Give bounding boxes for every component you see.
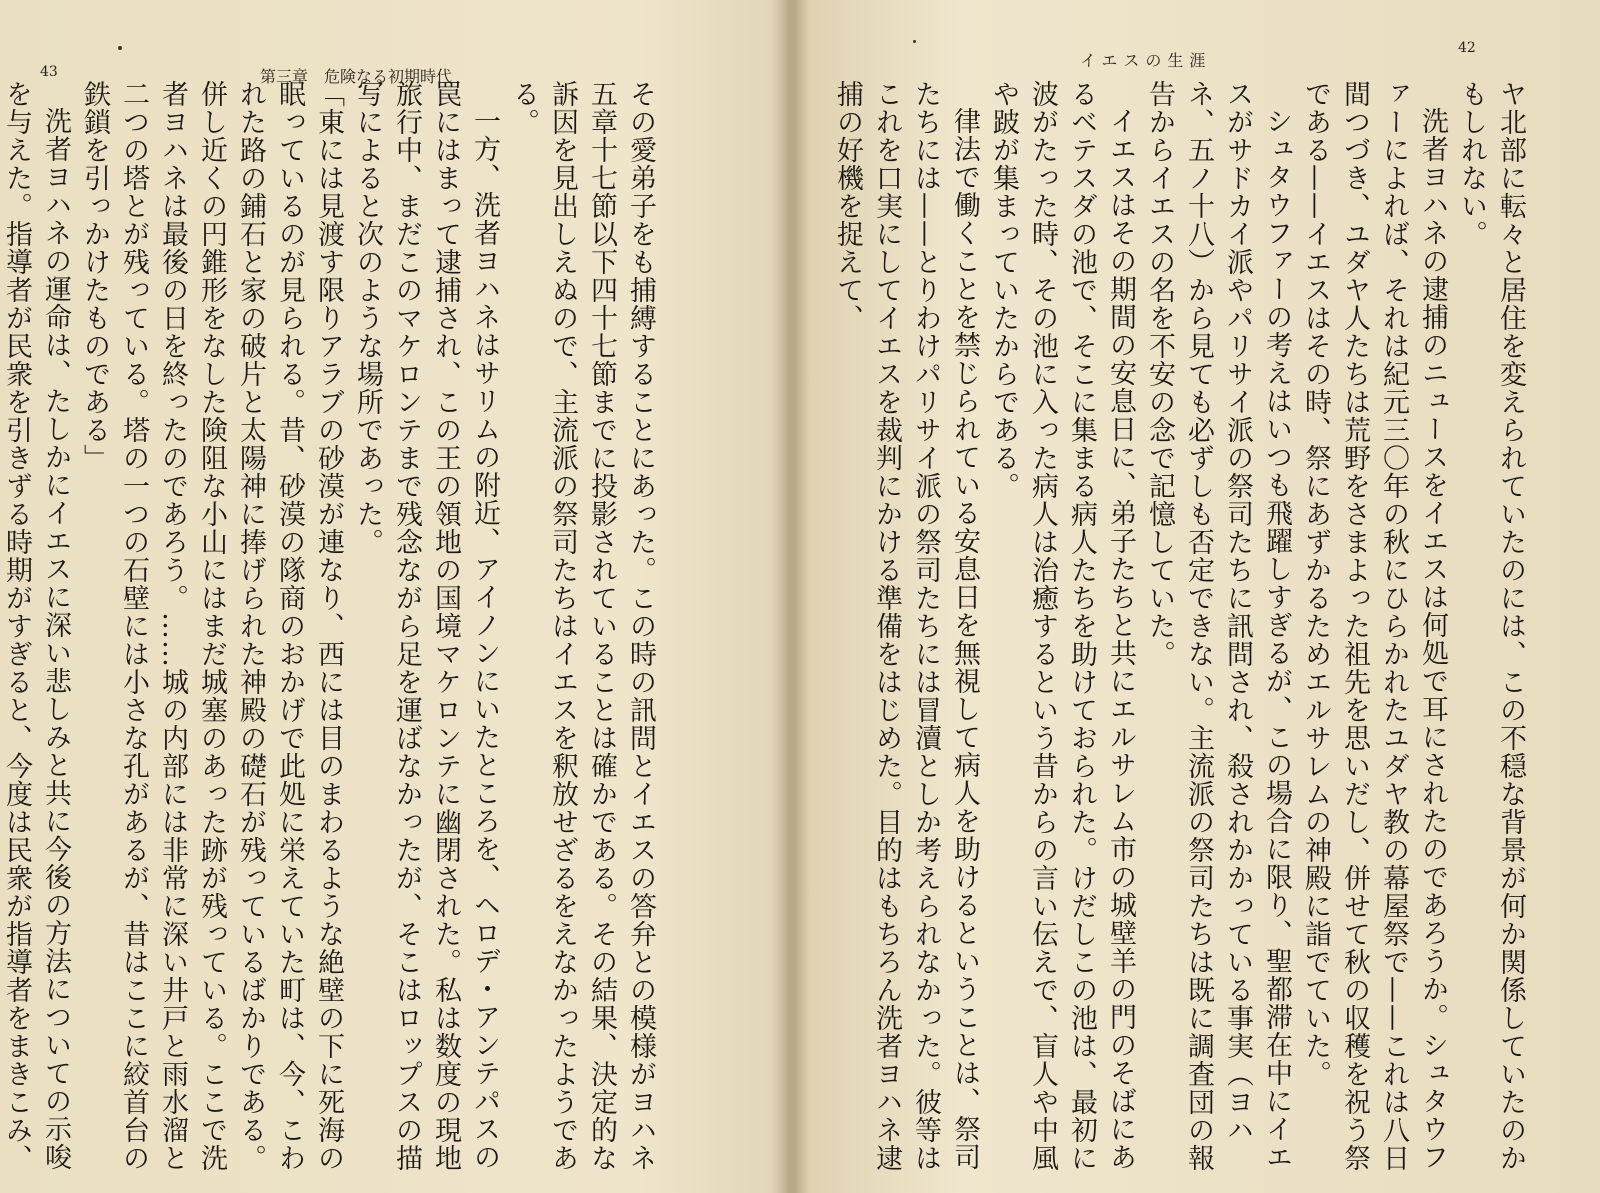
- paragraph: 一方、洗者ヨハネはサリムの附近、アイノンにいたところを、ヘロデ・アンテパスの罠にはまって逮捕され、この王の領地の国境マケロンテに幽閉された。私は数度の現地旅行中、まだこのマケロンテまで残念ながら足を運ばなかったが、そこはロップスの描写によると次のような場所であった。: [352, 80, 500, 1172]
- paragraph: その愛弟子をも捕縛することにあった。この時の訊問とイエスの答弁との模様がヨハネ五章十七節以下四十七節までに投影されていることは確かである。その結果、決定的な訴因を見出しえぬので、主流派の祭司たちはイエスを釈放せざるをえなかったようである。: [508, 80, 656, 1172]
- paragraph: 律法で働くことを禁じられている安息日を無視して病人を助けるということは、祭司たちには——とりわけパリサイ派の祭司たちには冒瀆としか考えられなかった。彼等はこれを口実にしてイエスを裁判にかける準備をはじめた。目的はもちろん洗者ヨハネ逮捕の好機を捉えて、: [832, 80, 980, 1172]
- paragraph: 洗者ヨハネの逮捕のニュースをイエスは何処で耳にされたのであろうか。シュタウファーによれば、それは紀元三〇年の秋にひらかれたユダヤ教の幕屋祭で——これは八日間つづき、ユダヤ人たちは荒野をさまよった祖先を思いだし、併せて秋の収穫を祝う祭である——イエスはその時、祭にあずかるためエルサレムの神殿に詣でていた。: [1300, 80, 1448, 1172]
- paragraph: 洗者ヨハネの運命は、たしかにイエスに深い悲しみと共に今後の方法についての示唆を与えた。指導者が民衆を引きずる時期がすぎると、今度は民衆が指導者をまきこみ、: [1, 80, 71, 1172]
- ink-speck: [913, 40, 916, 43]
- page-number-left: 43: [40, 64, 58, 80]
- ink-speck: [118, 46, 122, 50]
- running-head-right: イエスの生涯: [1080, 51, 1212, 70]
- left-page-body: [1, 80, 660, 1180]
- right-page-body: [830, 80, 1530, 1180]
- paragraph: イエスはその期間の安息日に、弟子たちと共にエルサレム市の城壁羊の門のそばにあるベテスダの池で、そこに集まる病人たちを助けておられた。けだしこの池は、最初に波がたった時、その池に入った病人は治癒するという昔からの言い伝えで、盲人や中風や跛が集まっていたからである。: [988, 80, 1136, 1172]
- paragraph: 「東には見渡す限りアラブの砂漠が連なり、西には目のまわるような絶壁の下に死海の眠っているのが見られる。昔、砂漠の隊商のおかげで此処に栄えていた町は、今、こわれた路の鋪石と家の破片と太陽神に捧げられた神殿の礎石が残っているばかりである。併し近くの円錐形をなした険阻な小山にはまだ城塞のあった跡が残っている。ここで洗者ヨハネは最後の日を終ったのであろう。……城の内部には非常に深い井戸と雨水溜と二つの塔とが残っている。塔の一つの石壁には小さな孔があるが、昔はここに絞首台の鉄鎖を引っかけたものである」: [79, 80, 344, 1172]
- right-page: [790, 0, 1600, 1193]
- paragraph: ヤ北部に転々と居住を変えられていたのには、この不穏な背景が何か関係していたのかもしれない。: [1456, 80, 1526, 1172]
- running-head-left: 第三章 危険なる初期時代: [260, 67, 453, 86]
- page-number-right: 42: [1458, 40, 1476, 56]
- left-page: [0, 0, 790, 1193]
- paragraph: シュタウファーの考えはいつも飛躍しすぎるが、この場合に限り、聖都滞在中にイエスがサドカイ派やパリサイ派の祭司たちに訊問され、殺されかかっている事実（ヨハネ、五ノ十八）から見ても必ずしも否定できない。主流派の祭司たちは既に調査団の報告からイエスの名を不安の念で記憶していた。: [1144, 80, 1292, 1172]
